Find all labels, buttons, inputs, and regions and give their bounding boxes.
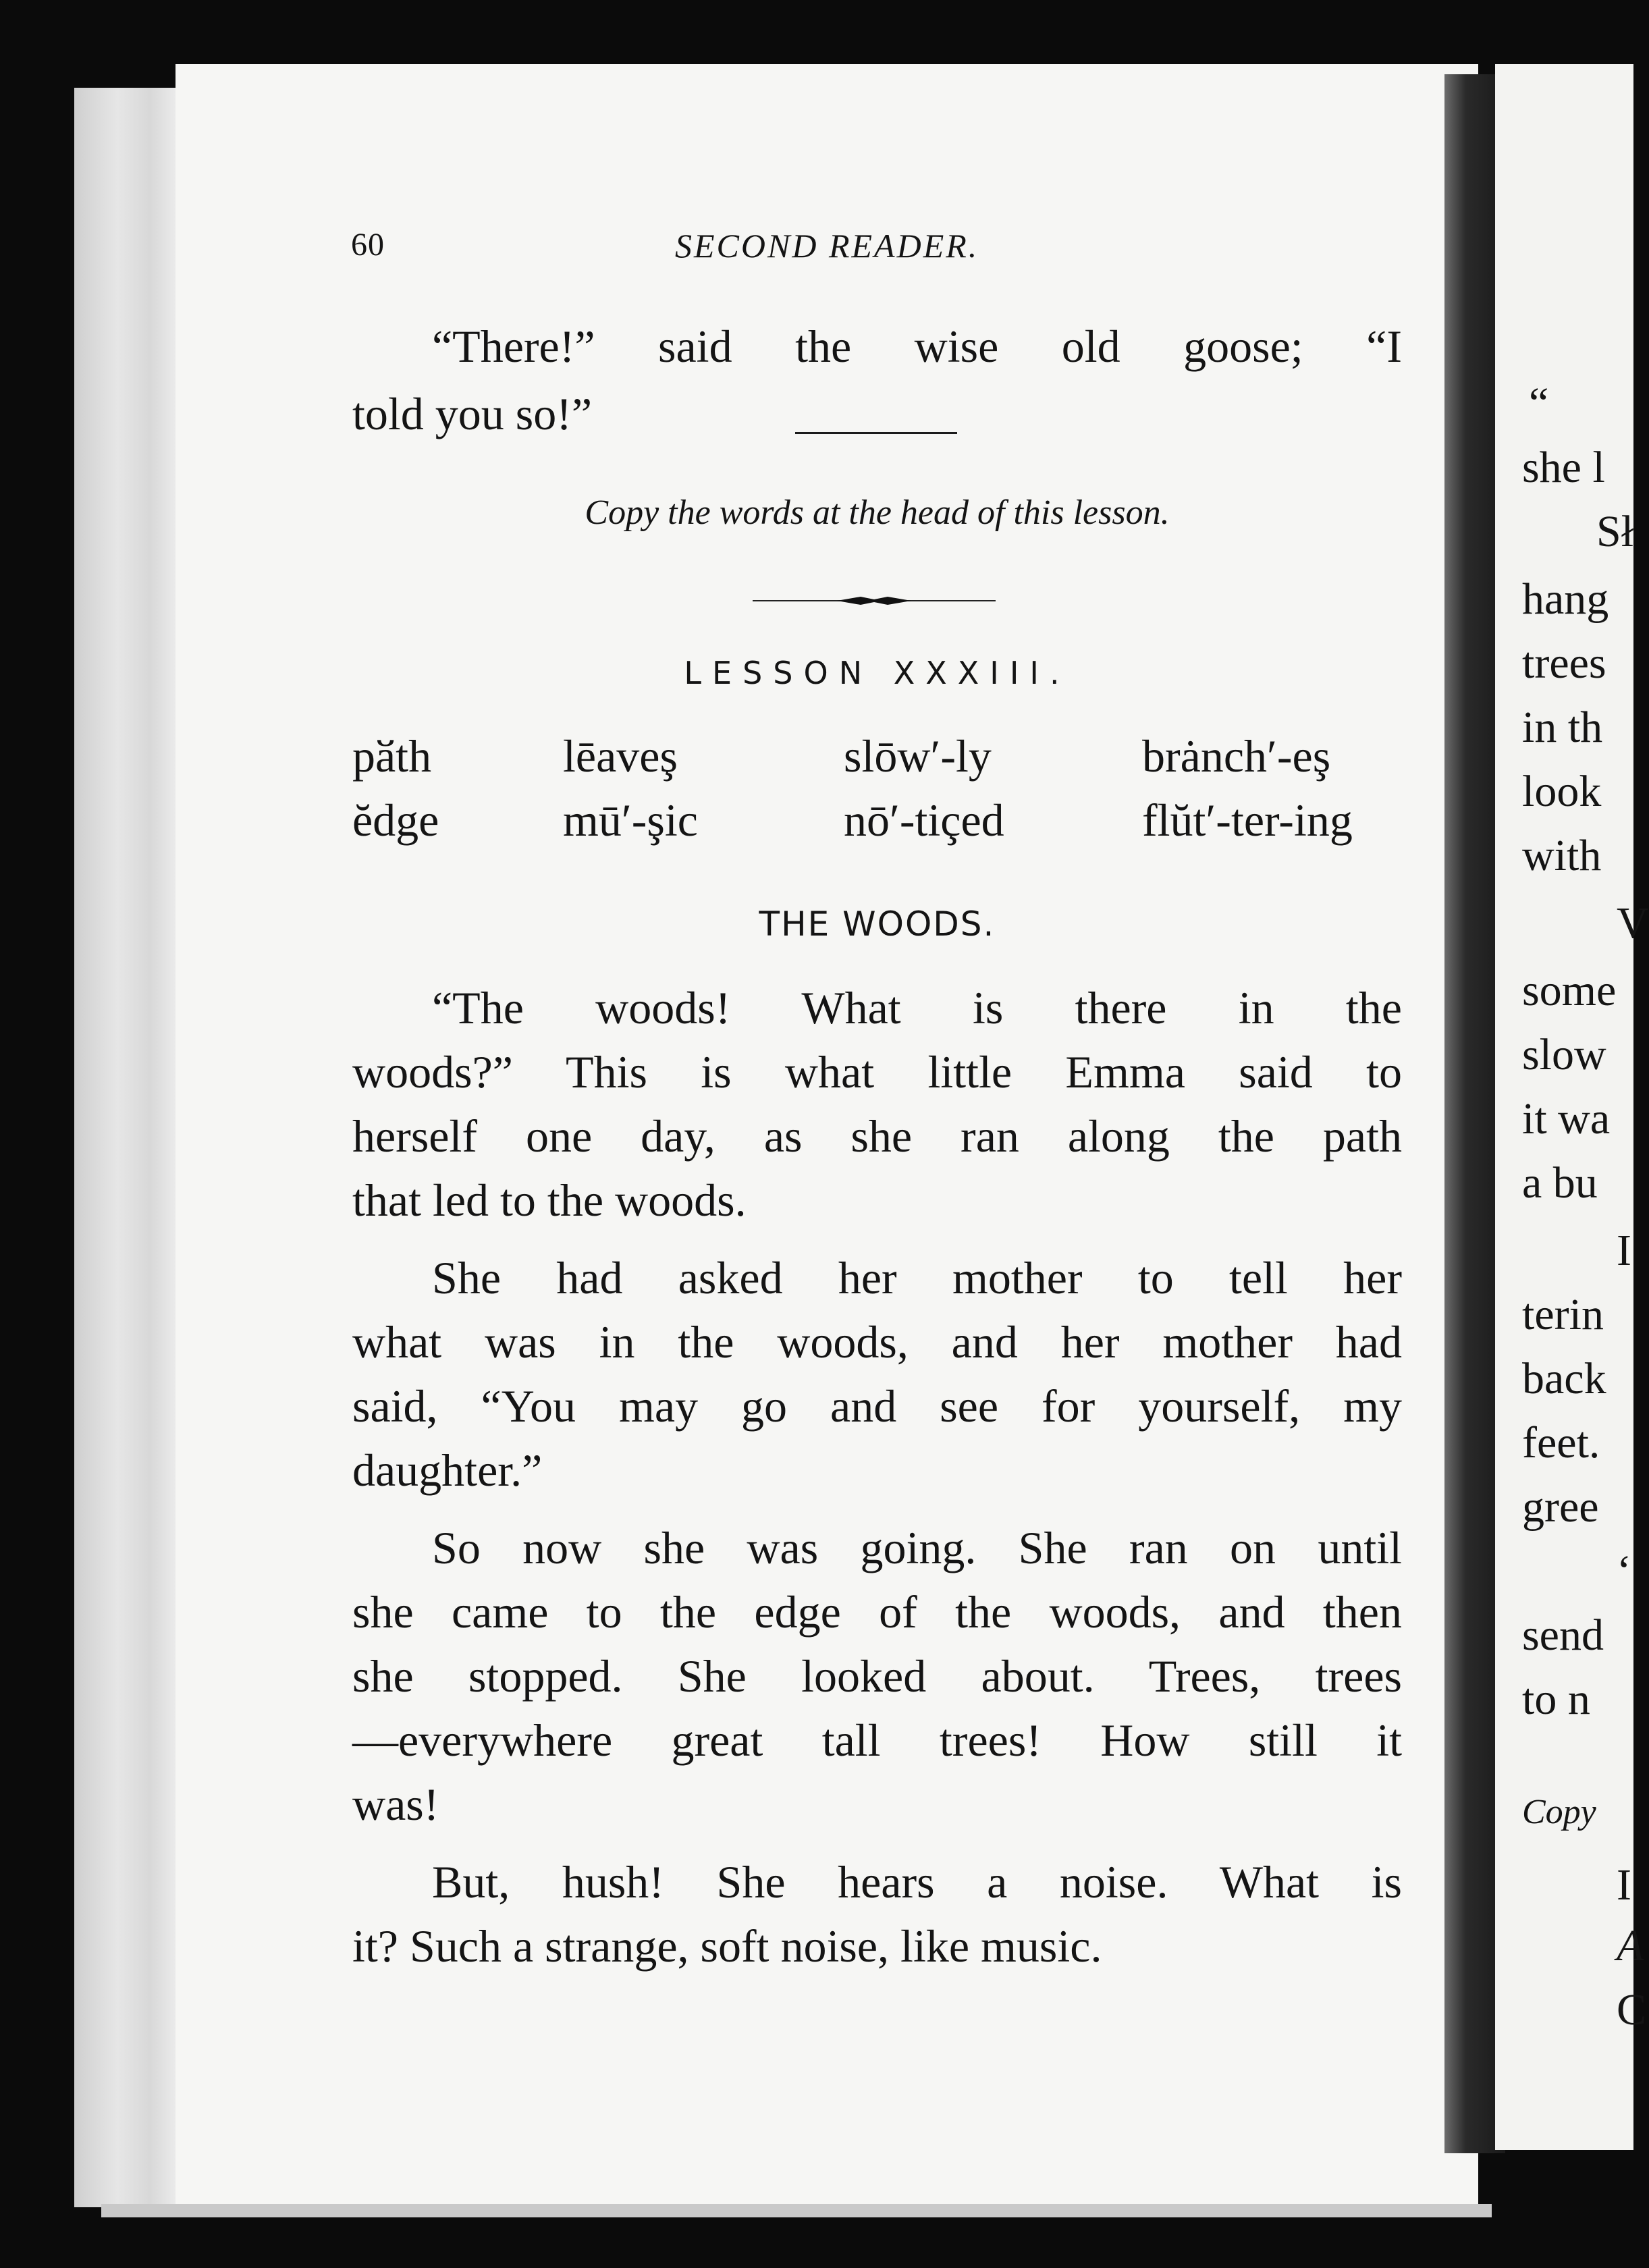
vocabulary-word: brȧnch′-eş xyxy=(1142,730,1331,782)
text-line: it? Such a strange, soft noise, like music. xyxy=(352,1920,1102,1972)
adjacent-fragment: with xyxy=(1522,831,1602,880)
vocabulary-word: flŭt′-ter-ing xyxy=(1142,794,1353,846)
adjacent-fragment: trees xyxy=(1522,639,1606,688)
adjacent-fragment: some xyxy=(1522,966,1617,1015)
page-number: 60 xyxy=(351,227,385,263)
adjacent-fragment: Copy xyxy=(1522,1793,1596,1831)
vocabulary-word: lēaveş xyxy=(563,730,678,782)
adjacent-fragment: back xyxy=(1522,1354,1606,1403)
adjacent-fragment: to n xyxy=(1522,1675,1590,1724)
text-line: what was in the woods, and her mother had xyxy=(352,1316,1402,1368)
adjacent-fragment: A xyxy=(1617,1921,1644,1970)
adjacent-fragment: I xyxy=(1617,1860,1631,1910)
story-title: THE WOODS. xyxy=(759,905,996,944)
running-head xyxy=(351,226,1407,280)
text-line: So now she was going. She ran on until xyxy=(432,1522,1402,1573)
adjacent-fragment: in th xyxy=(1522,703,1603,752)
text-line: told you so!” xyxy=(352,388,593,439)
adjacent-fragment: a bu xyxy=(1522,1158,1598,1208)
adjacent-fragment: V xyxy=(1617,898,1649,948)
text-line: “There!” said the wise old goose; “I xyxy=(432,321,1402,372)
vocabulary-word: pӑth xyxy=(352,730,432,782)
adjacent-fragment: Sł xyxy=(1596,507,1634,556)
vocabulary-list xyxy=(352,722,1405,857)
vocabulary-word: ĕdge xyxy=(352,794,439,846)
adjacent-fragment: terin xyxy=(1522,1290,1604,1339)
vocabulary-word: mū′-şic xyxy=(563,794,698,846)
divider-rule xyxy=(795,432,957,434)
adjacent-fragment: it wa xyxy=(1522,1094,1611,1143)
text-line: that led to the woods. xyxy=(352,1174,747,1226)
text-line: she came to the edge of the woods, and then xyxy=(352,1586,1402,1638)
adjacent-fragment: “ xyxy=(1529,379,1549,428)
text-line: “The woods! What is there in the xyxy=(432,982,1402,1033)
adjacent-fragment: send xyxy=(1522,1611,1604,1660)
text-line: —everywhere great tall trees! How still it xyxy=(352,1714,1402,1766)
adjacent-fragment: she l xyxy=(1522,443,1605,492)
adjacent-fragment: hang xyxy=(1522,574,1609,624)
running-title: SECOND READER. xyxy=(675,227,979,265)
adjacent-fragment: gree xyxy=(1522,1482,1599,1532)
vocabulary-word: slōw′-ly xyxy=(844,730,992,782)
text-line: She had asked her mother to tell her xyxy=(432,1252,1402,1303)
adjacent-page xyxy=(1495,64,1649,2150)
adjacent-fragment: ‘ xyxy=(1617,1546,1631,1596)
text-line: said, “You may go and see for yourself, my xyxy=(352,1380,1402,1432)
page-bottom-edge xyxy=(101,2204,1492,2217)
text-line: daughter.” xyxy=(352,1444,543,1496)
text-line: But, hush! She hears a noise. What is xyxy=(432,1856,1402,1908)
adjacent-fragment: C xyxy=(1617,1985,1647,2034)
adjacent-fragment: slow xyxy=(1522,1030,1606,1079)
adjacent-fragment: I xyxy=(1617,1226,1631,1275)
text-line: she stopped. She looked about. Trees, trees xyxy=(352,1650,1402,1702)
text-line: was! xyxy=(352,1779,439,1830)
text-line: woods?” This is what little Emma said to xyxy=(352,1046,1402,1098)
adjacent-fragment: look xyxy=(1522,767,1602,816)
page-edge xyxy=(74,88,182,2207)
copy-instruction: Copy the words at the head of this lesson. xyxy=(585,493,1170,532)
ornament-divider xyxy=(753,594,996,608)
adjacent-fragment: feet. xyxy=(1522,1418,1600,1467)
text-line: herself one day, as she ran along the path xyxy=(352,1110,1402,1162)
vocabulary-word: nō′-tiçed xyxy=(844,794,1004,846)
lesson-title: LESSON XXXIII. xyxy=(684,655,1071,691)
